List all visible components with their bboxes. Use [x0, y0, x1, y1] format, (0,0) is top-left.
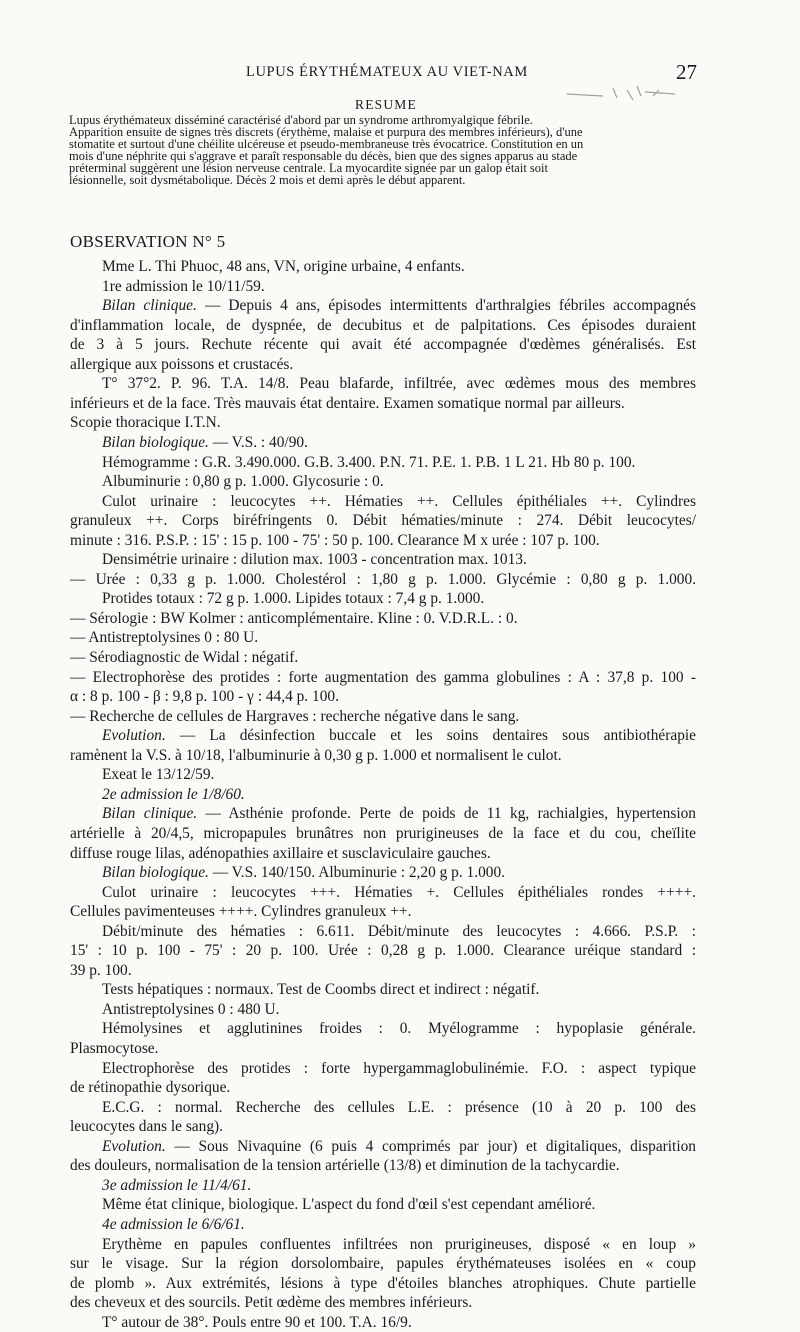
- line-text: α : 8 p. 100 - β : 9,8 p. 100 - γ : 44,4 p. 100.: [70, 688, 339, 706]
- line-text: ramènent la V.S. à 10/18, l'albuminurie à 0,30 g p. 1.000 et normalisent le culot.: [70, 746, 562, 764]
- section-lead: Evolution.: [102, 727, 166, 745]
- body-line: [102, 1001, 279, 1019]
- resume-line: Apparition ensuite de signes très discrets (érythème, malaise et purpura des membres inférieurs), d'une: [69, 125, 583, 140]
- body-line: [70, 1294, 472, 1312]
- body-line: [70, 629, 258, 647]
- line-text: Densimétrie urinaire : dilution max. 1003 - concentration max. 1013.: [102, 551, 527, 569]
- body-line: [70, 649, 298, 667]
- line-text: d'inflammation locale, de dyspnée, de decubitus et de palpitations. Ces épisodes duraient: [70, 316, 696, 334]
- line-text: de plomb ». Aux extrémités, lésions à type d'étoiles blanches atrophiques. Chute partielle: [70, 1274, 696, 1292]
- body-line: [70, 669, 696, 688]
- body-line: [102, 1060, 696, 1079]
- body-line: [102, 454, 635, 472]
- line-text: minute : 316. P.S.P. : 15' : 15 p. 100 - 75' : 50 p. 100. Clearance M x urée : 107 p. 100.: [70, 531, 600, 549]
- line-text: granuleux ++. Corps biréfringents 0. Débit hématies/minute : 274. Débit leucocytes/: [70, 512, 696, 530]
- body-line: [102, 297, 696, 316]
- resume-line: Lupus érythémateux disséminé caractérisé d'abord par un syndrome arthromyalgique fébrile.: [69, 113, 533, 127]
- body-line: [70, 845, 491, 863]
- line-text: — Sérodiagnostic de Widal : négatif.: [70, 649, 299, 666]
- section-lead: 2e admission le 1/8/60.: [102, 785, 245, 803]
- line-text: diffuse rouge lilas, adénopathies axillaire et susclaviculaire gauches.: [70, 844, 491, 862]
- body-line: [102, 786, 245, 804]
- line-text: Tests hépatiques : normaux. Test de Coombs direct et indirect : négatif.: [102, 981, 540, 999]
- line-text: Plasmocytose.: [70, 1040, 159, 1057]
- section-lead: 4e admission le 6/6/61.: [102, 1215, 245, 1233]
- resume-line: mois d'une néphrite qui s'aggrave et paraît responsable du décès, bien que des signes apparus au stade: [69, 149, 578, 164]
- body-line: [70, 1118, 223, 1136]
- body-line: [70, 356, 293, 374]
- body-line: [70, 610, 518, 628]
- body-line: [70, 1157, 620, 1175]
- line-text: Erythème en papules confluentes infiltrées non prurigineuses, disposé « en loup »: [102, 1235, 696, 1253]
- body-line: [102, 981, 539, 999]
- section-lead: Bilan biologique.: [102, 864, 209, 882]
- body-line: [102, 766, 214, 784]
- line-text: Hémolysines et agglutinines froides : 0. Myélogramme : hypoplasie générale.: [102, 1020, 696, 1038]
- line-text: — Antistreptolysines 0 : 80 U.: [70, 629, 259, 647]
- line-text: — Sérologie : BW Kolmer : anticomplémentaire. Kline : 0. V.D.R.L. : 0.: [70, 609, 518, 627]
- section-lead: 3e admission le 11/4/61.: [102, 1176, 252, 1194]
- body-line: [102, 1216, 245, 1234]
- line-text: T° autour de 38°. Pouls entre 90 et 100. T.A. 16/9.: [102, 1313, 412, 1331]
- resume-line: lésionnelle, soit dysmétabolique. Décès 2 mois et demi après le début apparent.: [69, 173, 466, 188]
- resume-heading: RESUME: [355, 97, 417, 112]
- body-line: [70, 747, 562, 765]
- body-line: [102, 1177, 251, 1195]
- body-line: [102, 727, 696, 746]
- body-line: [102, 1314, 412, 1332]
- body-line: [70, 1275, 696, 1294]
- section-lead: Bilan biologique.: [102, 433, 209, 451]
- line-text: — Sous Nivaquine (6 puis 4 comprimés par jour) et digitaliques, disparition: [165, 1137, 696, 1155]
- body-line: [102, 1196, 595, 1214]
- body-line: [70, 903, 411, 921]
- observation-heading: OBSERVATION N° 5: [70, 232, 226, 251]
- line-text: Cellules pavimenteuses ++++. Cylindres granuleux ++.: [70, 903, 412, 921]
- line-text: inférieurs et de la face. Très mauvais état dentaire. Examen somatique normal par ailleurs.: [70, 394, 625, 412]
- line-text: allergique aux poissons et crustacés.: [70, 355, 294, 373]
- running-title: LUPUS ÉRYTHÉMATEUX AU VIET-NAM: [246, 64, 528, 80]
- line-text: leucocytes dans le sang).: [70, 1118, 223, 1136]
- body-line: [102, 1236, 696, 1255]
- line-text: 15' : 10 p. 100 - 75' : 20 p. 100. Urée : 0,28 g p. 1.000. Clearance uréique standard :: [70, 942, 696, 960]
- body-line: [102, 551, 527, 569]
- line-text: — La désinfection buccale et les soins dentaires sous antibiothérapie: [165, 727, 696, 745]
- body-line: [70, 395, 625, 413]
- line-text: — Recherche de cellules de Hargraves : recherche négative dans le sang.: [70, 707, 520, 725]
- line-text: des douleurs, normalisation de la tension artérielle (13/8) et diminution de la tachycardie.: [70, 1157, 620, 1175]
- body-line: [70, 942, 696, 961]
- line-text: Mme L. Thi Phuoc, 48 ans, VN, origine urbaine, 4 enfants.: [102, 258, 465, 275]
- line-text: Antistreptolysines 0 : 480 U.: [102, 1000, 280, 1018]
- body-line: [102, 434, 308, 452]
- body-line: [102, 493, 696, 512]
- line-text: Culot urinaire : leucocytes ++. Hématies ++. Cellules épithéliales ++. Cylindres: [102, 492, 696, 510]
- line-text: des cheveux et des sourcils. Petit œdème des membres inférieurs.: [70, 1294, 473, 1312]
- body-line: [70, 336, 696, 355]
- line-text: Culot urinaire : leucocytes +++. Hématies +. Cellules épithéliales rondes ++++.: [102, 883, 696, 901]
- line-text: Débit/minute des hématies : 6.611. Débit/minute des leucocytes : 4.666. P.S.P. :: [102, 922, 696, 940]
- body-line: [70, 1079, 230, 1097]
- body-line: [70, 317, 696, 336]
- resume-paragraph: [69, 114, 697, 187]
- line-text: Electrophorèse des protides : forte hypergammaglobulinémie. F.O. : aspect typique: [102, 1059, 696, 1077]
- body-line: [102, 923, 696, 942]
- section-lead: Bilan clinique.: [102, 805, 198, 823]
- line-text: de 3 à 5 jours. Rechute récente qui avait été accompagnée d'œdèmes généralisés. Est: [70, 336, 696, 354]
- line-text: T° 37°2. P. 96. T.A. 14/8. Peau blafarde, infiltrée, avec œdèmes mous des membres: [102, 375, 696, 393]
- page-number: 27: [676, 60, 697, 84]
- body-line: [70, 962, 132, 980]
- body-line: [102, 590, 484, 608]
- body-line: [102, 258, 465, 276]
- resume-line: préterminal suggèrent une lésion nerveuse centrale. La myocardite signée par un galop était soit: [69, 161, 548, 176]
- line-text: — Electrophorèse des protides : forte augmentation des gamma globulines : A : 37,8 p. 100 -: [70, 668, 696, 686]
- line-text: de rétinopathie dysorique.: [70, 1079, 231, 1097]
- body-line: [102, 375, 696, 394]
- body-line: [102, 805, 696, 824]
- body-line: [70, 1255, 696, 1274]
- line-text: E.C.G. : normal. Recherche des cellules L.E. : présence (10 à 20 p. 100 des: [102, 1098, 696, 1116]
- line-text: Protides totaux : 72 g p. 1.000. Lipides totaux : 7,4 g p. 1.000.: [102, 590, 485, 608]
- resume-line: stomatite et surtout d'une chéilite ulcéreuse et pseudo-membraneuse très évocatrice. Constitution en un: [69, 137, 584, 152]
- body-line: [102, 1020, 696, 1039]
- line-text: Même état clinique, biologique. L'aspect du fond d'œil s'est cependant amélioré.: [102, 1196, 596, 1214]
- body-line: [70, 1040, 159, 1058]
- line-text: — Depuis 4 ans, épisodes intermittents d'arthralgies fébriles accompagnés: [196, 297, 696, 315]
- body-line: [70, 414, 221, 432]
- line-text: Albuminurie : 0,80 g p. 1.000. Glycosurie : 0.: [102, 473, 384, 491]
- line-text: Hémogramme : G.R. 3.490.000. G.B. 3.400. P.N. 71. P.E. 1. P.B. 1 L 21. Hb 80 p. 100.: [102, 453, 636, 471]
- line-text: — Urée : 0,33 g p. 1.000. Cholestérol : 1,80 g p. 1.000. Glycémie : 0,80 g p. 1.000.: [70, 570, 696, 588]
- body-line: [70, 532, 600, 550]
- line-text: sur le visage. Sur la région dorsolombaire, papules érythémateuses isolées en « coup: [70, 1255, 696, 1273]
- line-text: — V.S. 140/150. Albuminurie : 2,20 g p. 1.000.: [208, 864, 506, 882]
- body-line: [102, 473, 384, 491]
- body-line: [102, 1138, 696, 1157]
- body-line: [70, 708, 519, 726]
- body-line: [102, 884, 696, 903]
- body-line: [70, 688, 339, 706]
- body-line: [102, 864, 505, 882]
- line-text: 1re admission le 10/11/59.: [102, 277, 265, 295]
- body-line: [70, 571, 696, 590]
- section-lead: Bilan clinique.: [102, 297, 197, 315]
- scan-smudge: [563, 82, 693, 104]
- line-text: — Asthénie profonde. Perte de poids de 11 kg, rachialgies, hypertension: [197, 805, 696, 823]
- section-lead: Evolution.: [102, 1137, 166, 1155]
- line-text: artérielle à 20/4,5, micropapules brunâtres non prurigineuses de la face et du cou, cheïlite: [70, 824, 696, 842]
- body-line: [70, 512, 696, 531]
- body-line: [102, 278, 265, 296]
- line-text: 39 p. 100.: [70, 961, 132, 979]
- line-text: — V.S. : 40/90.: [208, 433, 308, 451]
- body-line: [70, 825, 696, 844]
- line-text: Scopie thoracique I.T.N.: [70, 414, 221, 432]
- body-line: [102, 1099, 696, 1118]
- line-text: Exeat le 13/12/59.: [102, 766, 215, 784]
